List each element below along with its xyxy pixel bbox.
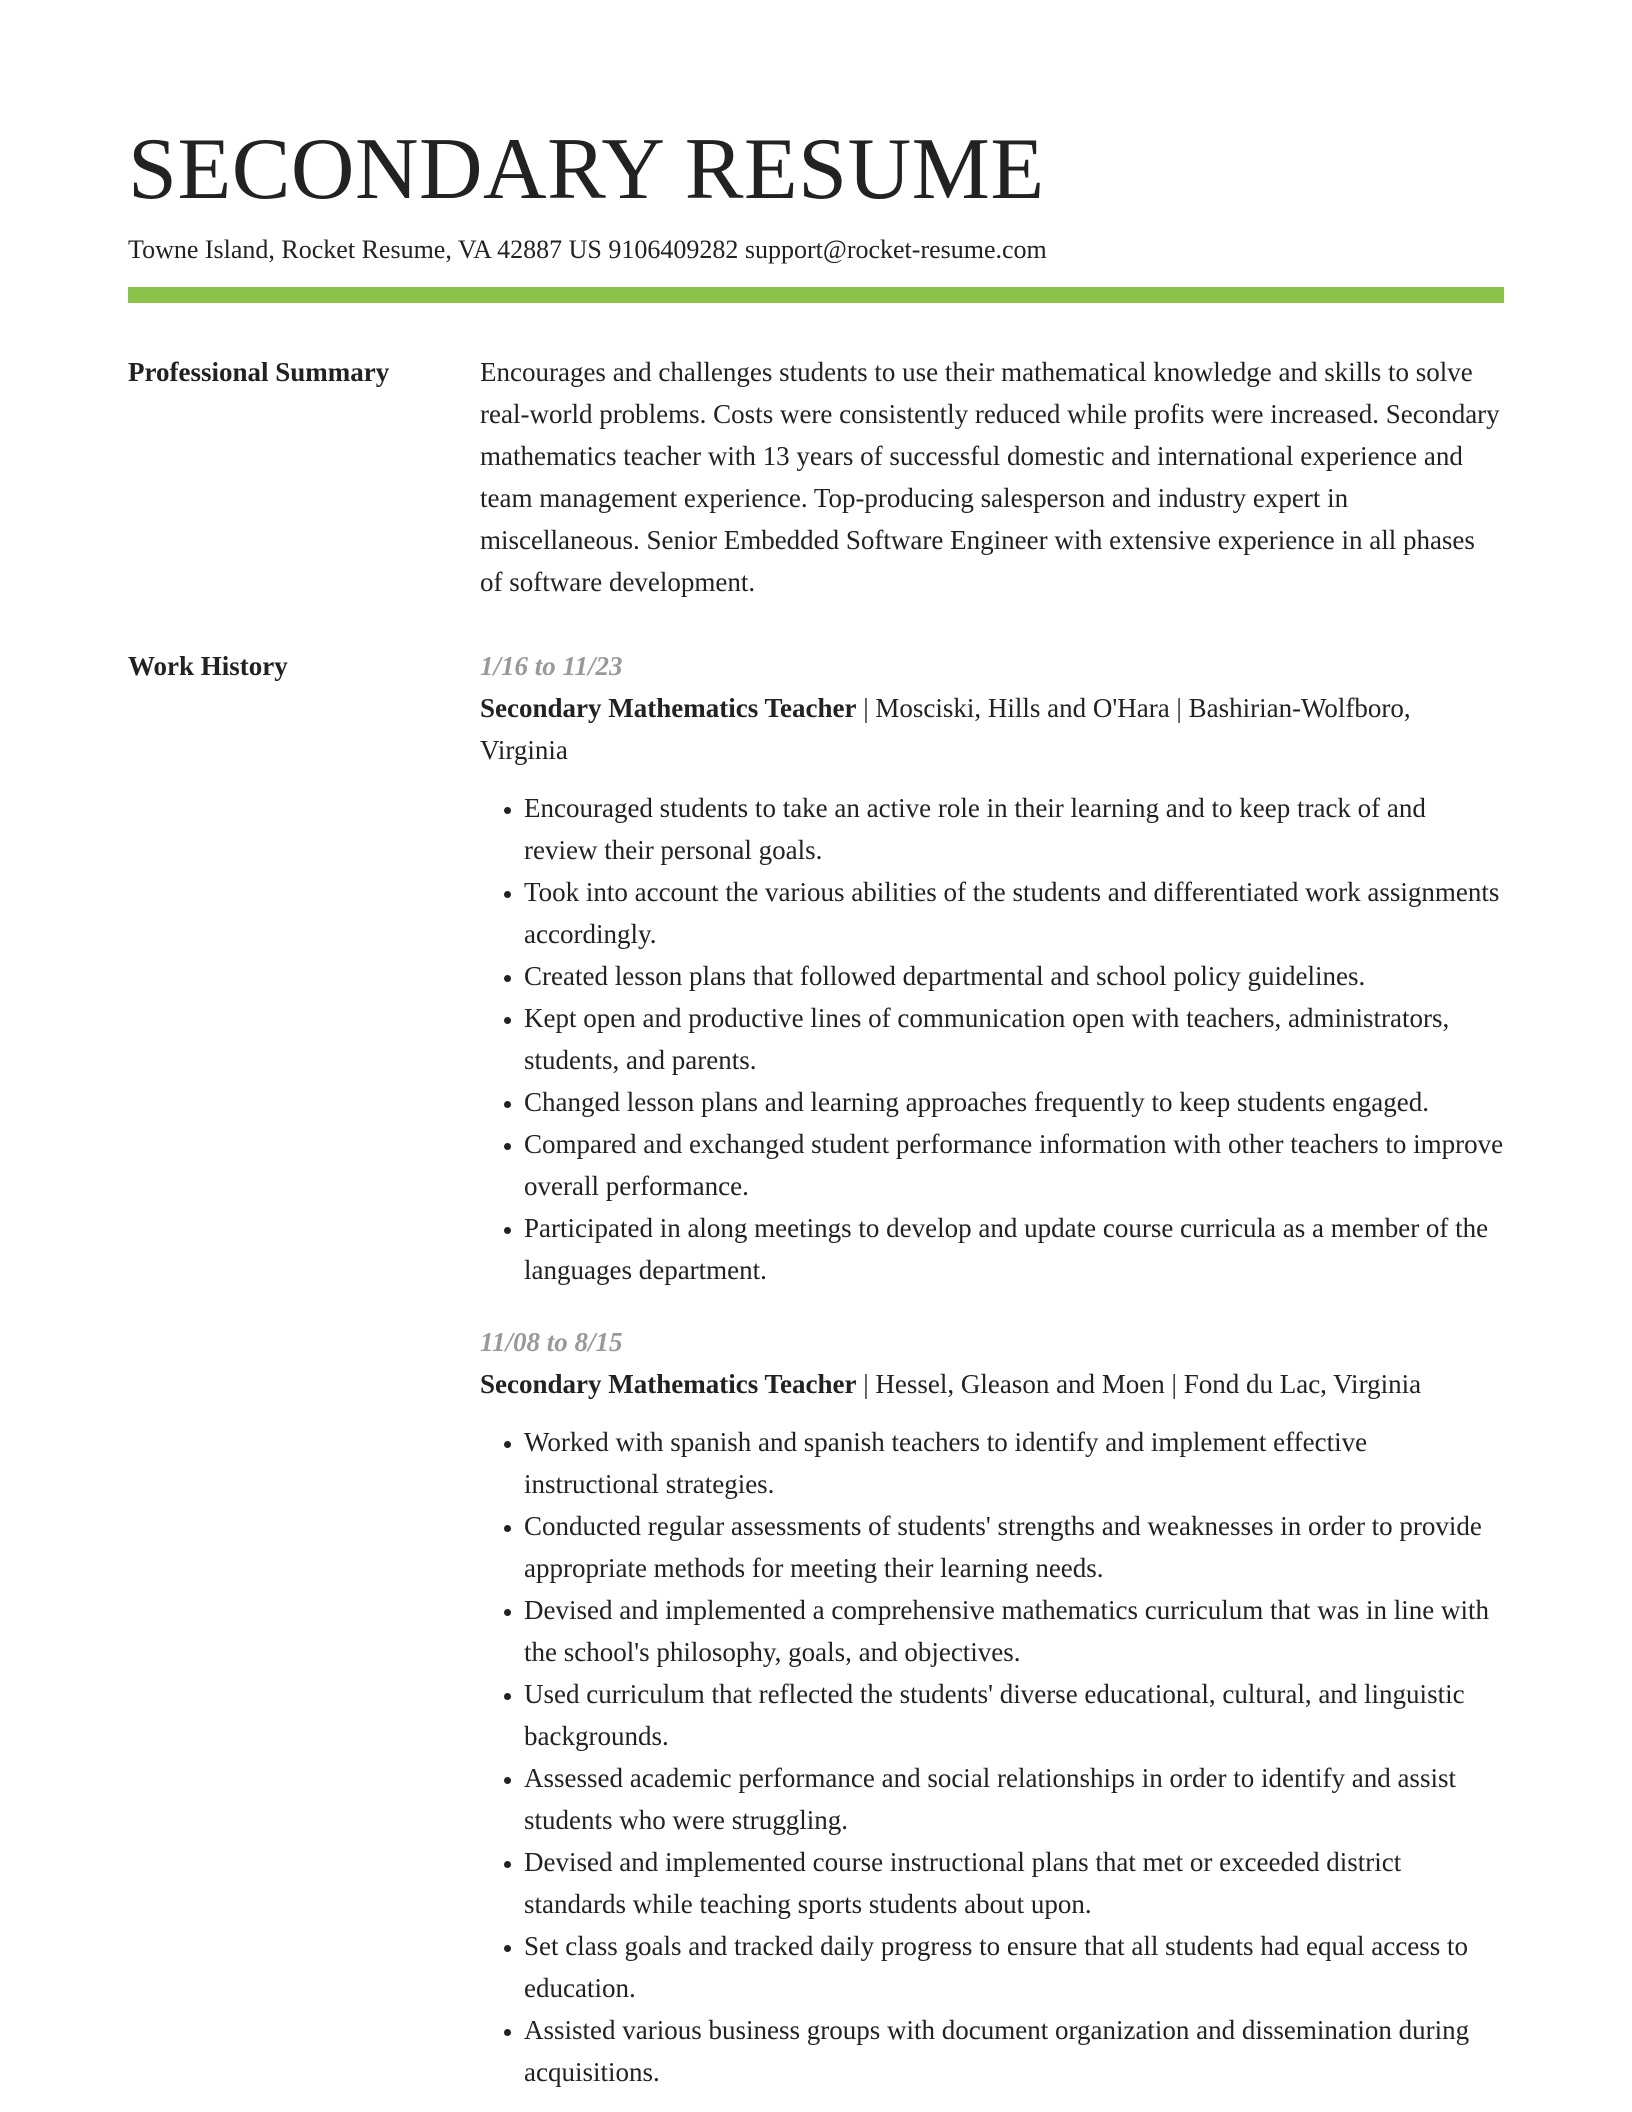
job-bullet: • Took into account the various abilities of the students and differentiated work assignments accordingly. [524, 871, 1504, 955]
section-label-work-history: Work History [128, 651, 288, 681]
section-label-summary: Professional Summary [128, 357, 390, 387]
contact-line [128, 232, 1504, 268]
contact-address: Towne Island, Rocket Resume, VA 42887 US [128, 235, 602, 264]
work-history-list [480, 645, 1504, 2093]
job-details: | Mosciski, Hills and O'Hara | Bashirian-Wolfboro, Virginia [480, 693, 1411, 765]
job-dates: 11/08 to 8/15 [480, 1327, 623, 1357]
job-bullet: • Devised and implemented a comprehensive mathematics curriculum that was in line with the school's philosophy, goals, and objectives. [524, 1589, 1504, 1673]
job-bullet: • Used curriculum that reflected the students' diverse educational, cultural, and linguistic backgrounds. [524, 1673, 1504, 1757]
job-bullet: • Devised and implemented course instructional plans that met or exceeded district standards while teaching sports students about upon. [524, 1841, 1504, 1925]
job-bullet: • Set class goals and tracked daily progress to ensure that all students had equal access to education. [524, 1925, 1504, 2009]
job-bullet: • Assisted various business groups with document organization and dissemination during acquisitions. [524, 2009, 1504, 2093]
job-bullets [480, 787, 1504, 1291]
contact-email: support@rocket-resume.com [744, 235, 1047, 264]
job-bullet: • Kept open and productive lines of communication open with teachers, administrators, students, and parents. [524, 997, 1504, 1081]
job-entry [480, 1321, 1504, 2093]
job-title: Secondary Mathematics Teacher [480, 1369, 857, 1399]
contact-phone: 9106409282 [608, 235, 739, 264]
job-dates: 1/16 to 11/23 [480, 651, 623, 681]
job-bullet: • Worked with spanish and spanish teachers to identify and implement effective instructional strategies. [524, 1421, 1504, 1505]
resume-page [128, 118, 1504, 2093]
professional-summary-section [128, 351, 1504, 603]
job-heading [480, 1363, 1504, 1405]
summary-text: Encourages and challenges students to use their mathematical knowledge and skills to solve real-world problems. Costs were consistently reduced while profits were increased. Secondary mathematics teacher with 13 years of successful domestic and international experience and team management experience. Top-producing salesperson and industry expert in miscellaneous. Senior Embedded Software Engineer with extensive experience in all phases of software development. [480, 357, 1500, 597]
job-bullet: • Encouraged students to take an active role in their learning and to keep track of and review their personal goals. [524, 787, 1504, 871]
job-details: | Hessel, Gleason and Moen | Fond du Lac, Virginia [856, 1369, 1422, 1399]
work-history-section [128, 645, 1504, 2093]
job-bullet: • Assessed academic performance and social relationships in order to identify and assist students who were struggling. [524, 1757, 1504, 1841]
header-divider [128, 287, 1504, 303]
job-bullet: • Created lesson plans that followed departmental and school policy guidelines. [524, 955, 1504, 997]
resume-name: SECONDARY RESUME [128, 121, 1045, 218]
job-entry [480, 645, 1504, 1291]
job-bullet: • Participated in along meetings to develop and update course curricula as a member of the languages department. [524, 1207, 1504, 1291]
job-bullets [480, 1421, 1504, 2093]
job-title: Secondary Mathematics Teacher [480, 693, 857, 723]
job-heading [480, 687, 1504, 771]
job-bullet: • Compared and exchanged student performance information with other teachers to improve overall performance. [524, 1123, 1504, 1207]
job-bullet: • Changed lesson plans and learning approaches frequently to keep students engaged. [524, 1081, 1504, 1123]
job-bullet: • Conducted regular assessments of students' strengths and weaknesses in order to provide appropriate methods for meeting their learning needs. [524, 1505, 1504, 1589]
